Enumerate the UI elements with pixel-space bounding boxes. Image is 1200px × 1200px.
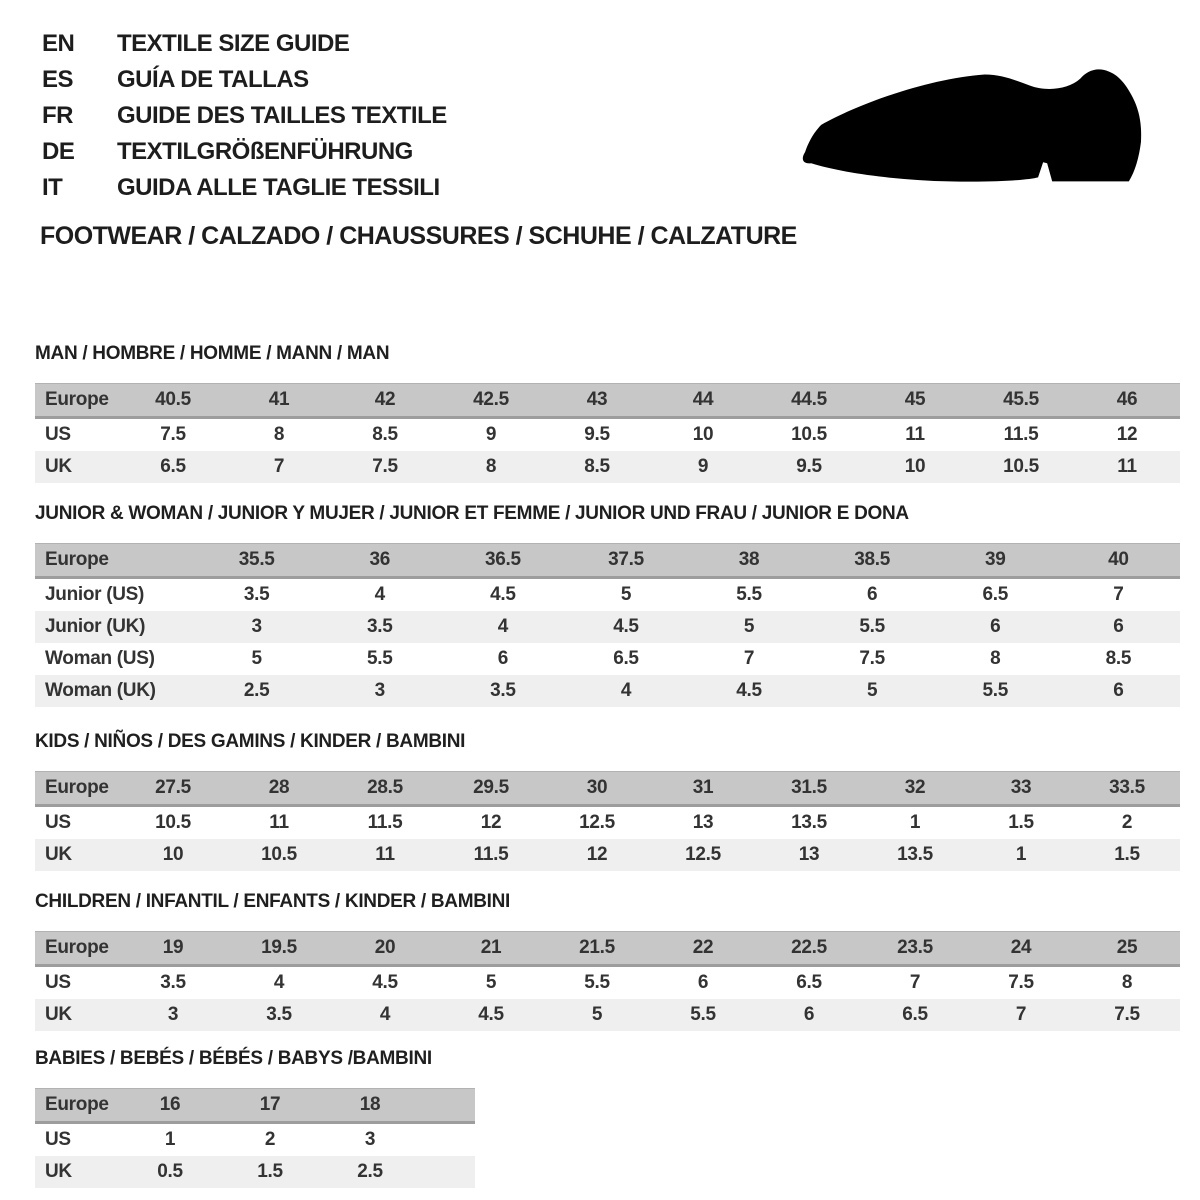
size-cell: 40.5 bbox=[155, 389, 191, 410]
size-cell: 3 bbox=[251, 616, 262, 637]
size-cell: 23.5 bbox=[897, 937, 933, 958]
row-label: UK bbox=[45, 844, 72, 865]
size-cell: 4.5 bbox=[372, 972, 398, 993]
language-title: TEXTILE SIZE GUIDE bbox=[117, 30, 350, 57]
size-cell: 7.5 bbox=[859, 648, 885, 669]
size-cell: 11 bbox=[1117, 456, 1137, 477]
size-cell: 13 bbox=[692, 812, 714, 833]
size-cell: 2.5 bbox=[357, 1161, 383, 1182]
size-cell: 33 bbox=[1010, 777, 1032, 798]
language-code: EN bbox=[42, 30, 75, 57]
size-cell: 1.5 bbox=[1008, 812, 1034, 833]
size-cell: 41 bbox=[268, 389, 290, 410]
size-cell: 10 bbox=[692, 424, 714, 445]
size-cell: 6 bbox=[1113, 680, 1124, 701]
size-cell: 7 bbox=[909, 972, 921, 993]
size-cell: 5 bbox=[485, 972, 497, 993]
size-cell: 13 bbox=[798, 844, 820, 865]
size-cell: 1.5 bbox=[1114, 844, 1140, 865]
size-cell: 4 bbox=[273, 972, 285, 993]
size-table-man bbox=[35, 383, 1180, 483]
size-cell: 12.5 bbox=[579, 812, 615, 833]
row-label: US bbox=[45, 812, 71, 833]
size-cell: 3 bbox=[374, 680, 385, 701]
language-row bbox=[42, 102, 447, 138]
size-cell: 27.5 bbox=[155, 777, 191, 798]
size-cell: 10.5 bbox=[261, 844, 297, 865]
size-cell: 8 bbox=[1121, 972, 1133, 993]
size-cell: 2 bbox=[1121, 812, 1133, 833]
size-cell: 7 bbox=[743, 648, 755, 669]
size-cell: 6.5 bbox=[902, 1004, 928, 1025]
language-row bbox=[42, 174, 447, 210]
filler-cell bbox=[420, 1156, 475, 1188]
table-row bbox=[35, 578, 1180, 612]
size-cell: 5.5 bbox=[367, 648, 393, 669]
row-label: Europe bbox=[45, 549, 109, 570]
size-cell: 4.5 bbox=[478, 1004, 504, 1025]
table-row bbox=[35, 1089, 475, 1123]
size-cell: 16 bbox=[159, 1094, 181, 1115]
size-cell: 7.5 bbox=[1008, 972, 1034, 993]
row-label: US bbox=[45, 972, 71, 993]
table-row bbox=[35, 418, 1180, 452]
size-cell: 32 bbox=[904, 777, 926, 798]
size-cell: 6 bbox=[867, 584, 878, 605]
size-cell: 3 bbox=[364, 1129, 376, 1150]
size-cell: 38.5 bbox=[854, 549, 891, 570]
size-cell: 29.5 bbox=[473, 777, 509, 798]
size-cell: 8.5 bbox=[372, 424, 398, 445]
size-cell: 3.5 bbox=[266, 1004, 292, 1025]
language-title: GUÍA DE TALLAS bbox=[117, 66, 309, 93]
size-cell: 31.5 bbox=[791, 777, 827, 798]
table-row bbox=[35, 1123, 475, 1157]
size-cell: 12.5 bbox=[685, 844, 721, 865]
table-row bbox=[35, 451, 1180, 483]
size-cell: 9 bbox=[697, 456, 709, 477]
size-cell: 45 bbox=[904, 389, 926, 410]
table-row bbox=[35, 544, 1180, 578]
language-title: GUIDE DES TAILLES TEXTILE bbox=[117, 102, 447, 129]
size-cell: 6 bbox=[497, 648, 508, 669]
size-cell: 5.5 bbox=[736, 584, 762, 605]
size-cell: 6 bbox=[1113, 616, 1124, 637]
row-label: Europe bbox=[45, 389, 109, 410]
size-cell: 6 bbox=[803, 1004, 815, 1025]
section-children bbox=[35, 892, 1180, 1031]
size-cell: 9.5 bbox=[796, 456, 822, 477]
size-cell: 37.5 bbox=[608, 549, 644, 570]
size-cell: 19.5 bbox=[261, 937, 297, 958]
size-cell: 6 bbox=[990, 616, 1001, 637]
size-cell: 17 bbox=[259, 1094, 281, 1115]
size-cell: 30 bbox=[586, 777, 608, 798]
section-title-junior-woman: JUNIOR & WOMAN / JUNIOR Y MUJER / JUNIOR ET FEMME / JUNIOR UND FRAU / JUNIOR E DONA bbox=[35, 503, 909, 524]
size-cell: 12 bbox=[1116, 424, 1138, 445]
size-cell: 28.5 bbox=[367, 777, 403, 798]
size-cell: 21.5 bbox=[579, 937, 615, 958]
table-row bbox=[35, 772, 1180, 806]
size-cell: 6.5 bbox=[796, 972, 822, 993]
size-cell: 10 bbox=[904, 456, 926, 477]
size-cell: 11.5 bbox=[473, 844, 509, 865]
size-cell: 4 bbox=[374, 584, 385, 605]
size-cell: 1 bbox=[1015, 844, 1027, 865]
size-cell: 3 bbox=[167, 1004, 179, 1025]
size-cell: 10 bbox=[162, 844, 184, 865]
language-row bbox=[42, 30, 447, 66]
row-label: UK bbox=[45, 1004, 72, 1025]
size-cell: 7 bbox=[1015, 1004, 1027, 1025]
size-cell: 7.5 bbox=[372, 456, 398, 477]
size-table-children bbox=[35, 931, 1180, 1031]
size-cell: 5.5 bbox=[859, 616, 885, 637]
language-title: GUIDA ALLE TAGLIE TESSILI bbox=[117, 174, 440, 201]
size-cell: 8.5 bbox=[1105, 648, 1132, 669]
size-cell: 36.5 bbox=[484, 549, 521, 570]
size-table-junior-woman bbox=[35, 543, 1180, 707]
size-cell: 11 bbox=[905, 424, 925, 445]
category-title: FOOTWEAR / CALZADO / CHAUSSURES / SCHUHE / CALZATURE bbox=[40, 222, 797, 250]
table-row bbox=[35, 384, 1180, 418]
row-label: US bbox=[45, 424, 71, 445]
row-label: Europe bbox=[45, 777, 109, 798]
table-row bbox=[35, 611, 1180, 643]
table-row bbox=[35, 643, 1180, 675]
size-cell: 7 bbox=[273, 456, 285, 477]
size-cell: 3.5 bbox=[490, 680, 516, 701]
size-cell: 1.5 bbox=[257, 1161, 283, 1182]
row-label: Woman (UK) bbox=[45, 680, 156, 701]
size-cell: 1 bbox=[909, 812, 921, 833]
size-cell: 45.5 bbox=[1003, 389, 1039, 410]
size-cell: 5.5 bbox=[584, 972, 610, 993]
size-cell: 2 bbox=[264, 1129, 276, 1150]
size-cell: 13.5 bbox=[897, 844, 933, 865]
size-cell: 18 bbox=[359, 1094, 381, 1115]
size-cell: 36 bbox=[369, 549, 391, 570]
size-cell: 4.5 bbox=[613, 616, 639, 637]
section-junior-woman bbox=[35, 504, 1180, 707]
size-cell: 44.5 bbox=[791, 389, 827, 410]
size-cell: 4.5 bbox=[490, 584, 516, 605]
size-cell: 7.5 bbox=[160, 424, 186, 445]
size-cell: 5.5 bbox=[690, 1004, 716, 1025]
size-cell: 20 bbox=[374, 937, 396, 958]
size-cell: 5 bbox=[591, 1004, 603, 1025]
size-cell: 6.5 bbox=[160, 456, 186, 477]
table-row bbox=[35, 1156, 475, 1188]
table-row bbox=[35, 966, 1180, 1000]
filler-cell bbox=[420, 1123, 475, 1157]
size-cell: 5 bbox=[251, 648, 262, 669]
dress-shoe-icon bbox=[798, 62, 1146, 204]
section-babies bbox=[35, 1049, 475, 1188]
row-label: Junior (UK) bbox=[45, 616, 146, 637]
size-cell: 12 bbox=[480, 812, 502, 833]
size-cell: 21 bbox=[480, 937, 502, 958]
size-cell: 6.5 bbox=[982, 584, 1008, 605]
size-cell: 0.5 bbox=[157, 1161, 183, 1182]
language-code: DE bbox=[42, 138, 75, 165]
language-code: FR bbox=[42, 102, 73, 129]
size-cell: 7.5 bbox=[1114, 1004, 1140, 1025]
section-title-babies: BABIES / BEBÉS / BÉBÉS / BABYS /BAMBINI bbox=[35, 1048, 432, 1069]
size-cell: 11 bbox=[269, 812, 289, 833]
size-cell: 31 bbox=[692, 777, 714, 798]
size-cell: 22.5 bbox=[791, 937, 827, 958]
language-title: TEXTILGRÖßENFÜHRUNG bbox=[117, 138, 413, 165]
language-row bbox=[42, 66, 447, 102]
row-label: UK bbox=[45, 1161, 72, 1182]
section-title-children: CHILDREN / INFANTIL / ENFANTS / KINDER / BAMBINI bbox=[35, 891, 511, 912]
size-cell: 10.5 bbox=[1003, 456, 1039, 477]
size-cell: 10.5 bbox=[155, 812, 191, 833]
size-cell: 46 bbox=[1116, 389, 1138, 410]
size-cell: 11.5 bbox=[1003, 424, 1039, 445]
size-cell: 40 bbox=[1108, 549, 1129, 570]
size-cell: 3.5 bbox=[160, 972, 186, 993]
size-cell: 10.5 bbox=[791, 424, 827, 445]
language-row bbox=[42, 138, 447, 174]
size-cell: 9 bbox=[485, 424, 497, 445]
size-cell: 39 bbox=[984, 549, 1006, 570]
size-cell: 7 bbox=[1113, 584, 1124, 605]
row-label: Woman (US) bbox=[45, 648, 155, 669]
size-cell: 8 bbox=[990, 648, 1001, 669]
size-cell: 8.5 bbox=[584, 456, 610, 477]
row-label: Europe bbox=[45, 1094, 109, 1115]
size-cell: 11 bbox=[375, 844, 395, 865]
size-cell: 3.5 bbox=[367, 616, 393, 637]
size-cell: 5 bbox=[867, 680, 878, 701]
size-cell: 44 bbox=[692, 389, 714, 410]
size-cell: 11.5 bbox=[367, 812, 403, 833]
size-cell: 4.5 bbox=[736, 680, 762, 701]
size-cell: 8 bbox=[485, 456, 497, 477]
size-cell: 33.5 bbox=[1109, 777, 1145, 798]
size-cell: 9.5 bbox=[584, 424, 610, 445]
size-cell: 13.5 bbox=[791, 812, 827, 833]
size-cell: 6 bbox=[697, 972, 709, 993]
size-cell: 12 bbox=[586, 844, 608, 865]
table-row bbox=[35, 675, 1180, 707]
size-cell: 4 bbox=[497, 616, 508, 637]
table-row bbox=[35, 999, 1180, 1031]
size-cell: 4 bbox=[620, 680, 632, 701]
size-cell: 5 bbox=[743, 616, 755, 637]
size-cell: 4 bbox=[379, 1004, 391, 1025]
size-table-babies bbox=[35, 1088, 475, 1188]
language-code: IT bbox=[42, 174, 63, 201]
table-row bbox=[35, 932, 1180, 966]
size-cell: 24 bbox=[1010, 937, 1032, 958]
language-code: ES bbox=[42, 66, 74, 93]
row-label: UK bbox=[45, 456, 72, 477]
size-cell: 25 bbox=[1116, 937, 1138, 958]
size-cell: 42 bbox=[374, 389, 396, 410]
table-row bbox=[35, 839, 1180, 871]
size-cell: 42.5 bbox=[473, 389, 509, 410]
language-title-block bbox=[42, 30, 447, 210]
size-cell: 43 bbox=[586, 389, 608, 410]
size-cell: 5 bbox=[620, 584, 632, 605]
size-cell: 1 bbox=[164, 1129, 176, 1150]
row-label: Europe bbox=[45, 937, 109, 958]
size-cell: 28 bbox=[268, 777, 290, 798]
row-label: Junior (US) bbox=[45, 584, 145, 605]
filler-cell bbox=[420, 1089, 475, 1123]
table-row bbox=[35, 806, 1180, 840]
size-cell: 22 bbox=[692, 937, 714, 958]
section-title-kids: KIDS / NIÑOS / DES GAMINS / KINDER / BAMBINI bbox=[35, 731, 466, 752]
section-man bbox=[35, 344, 1180, 483]
row-label: US bbox=[45, 1129, 71, 1150]
size-cell: 8 bbox=[273, 424, 285, 445]
size-cell: 38 bbox=[738, 549, 760, 570]
section-kids bbox=[35, 732, 1180, 871]
size-cell: 35.5 bbox=[238, 549, 275, 570]
size-cell: 5.5 bbox=[982, 680, 1008, 701]
size-cell: 6.5 bbox=[613, 648, 639, 669]
section-title-man: MAN / HOMBRE / HOMME / MANN / MAN bbox=[35, 343, 390, 364]
size-table-kids bbox=[35, 771, 1180, 871]
size-cell: 3.5 bbox=[243, 584, 270, 605]
size-cell: 19 bbox=[162, 937, 184, 958]
size-cell: 2.5 bbox=[243, 680, 270, 701]
